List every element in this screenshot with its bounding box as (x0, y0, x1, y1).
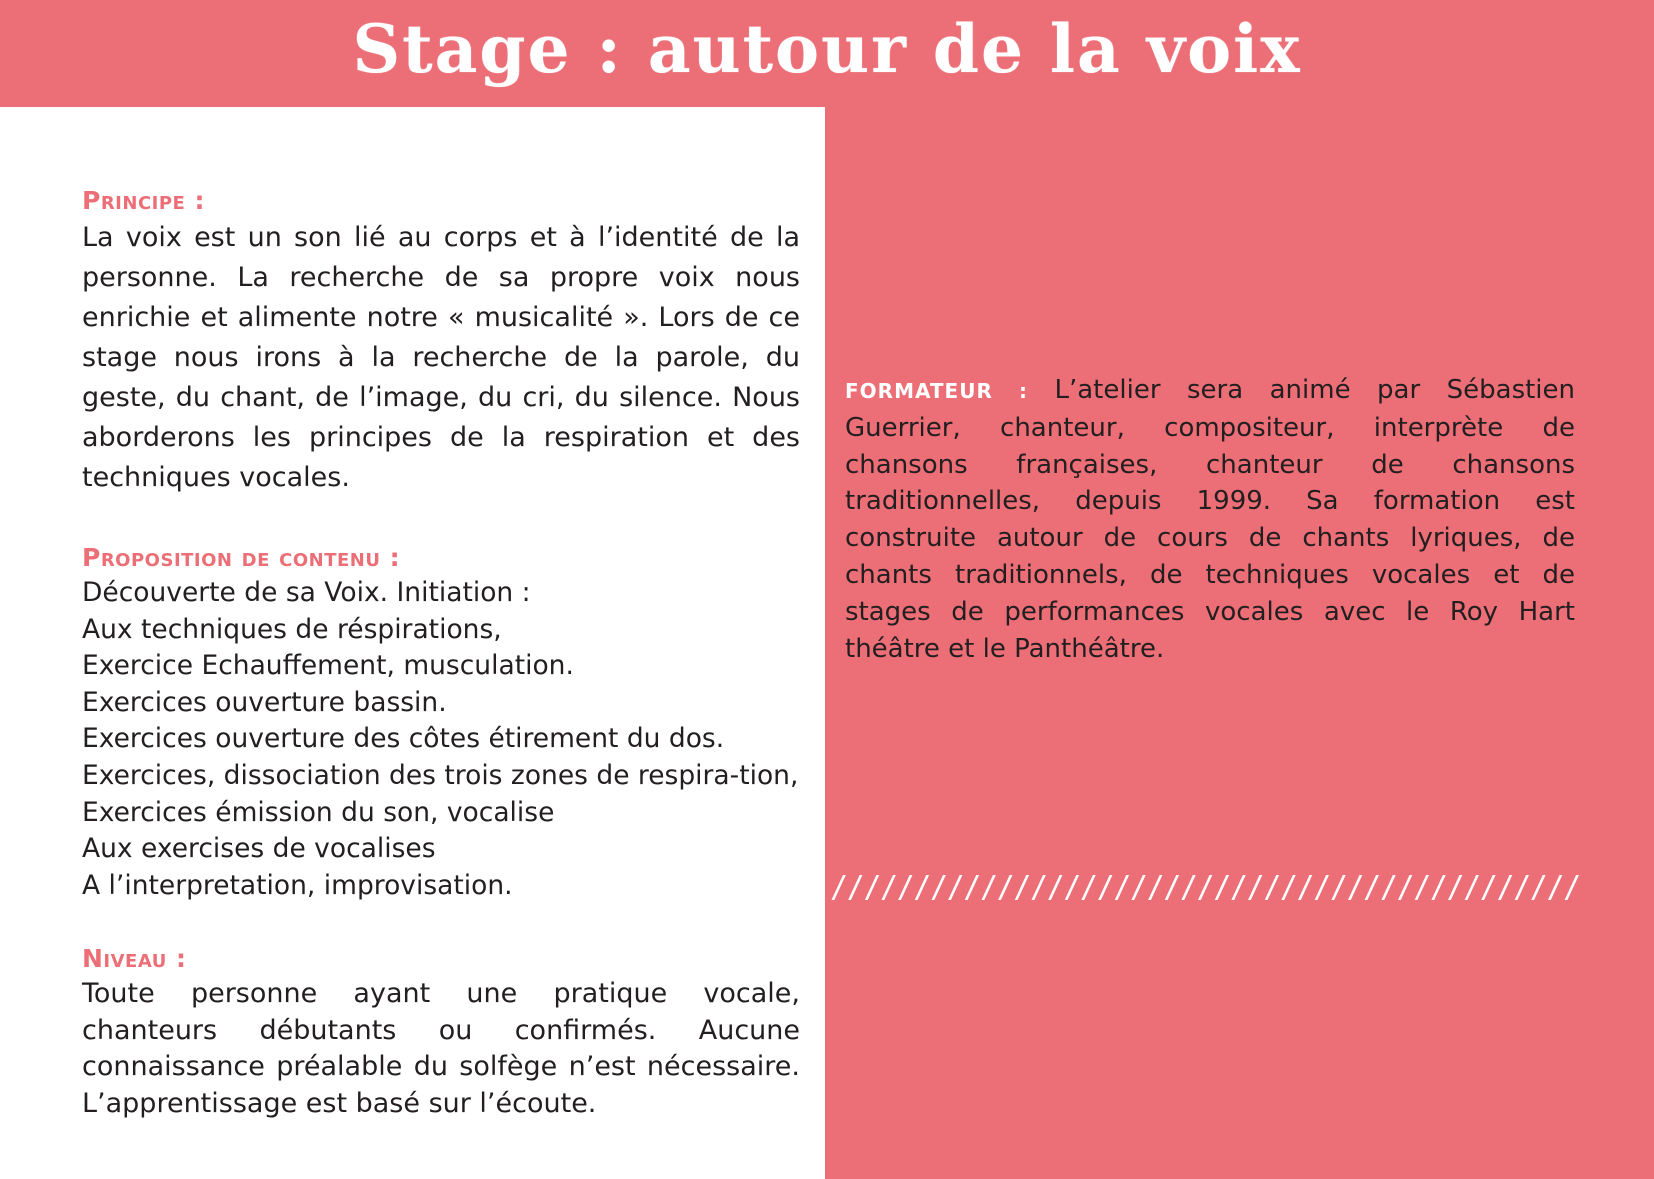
left-column (82, 184, 800, 1122)
formateur-text: L’atelier sera animé par Sébastien Guerrier, chanteur, compositeur, interprète de chansons françaises, chanteur de chansons traditionnelles, depuis 1999. Sa formation est construite autour de cours de chants lyriques, de chants traditionnels, de techniques vocales et de stages de performances vocales avec le Roy Hart théâtre et le Panthéâtre. (845, 375, 1576, 664)
list-item: Exercice Echauffement, musculation. (82, 650, 574, 682)
list-item: Découverte de sa Voix. Initiation : (82, 577, 531, 608)
list-item: Exercices, dissociation des trois zones de respira-tion, (82, 759, 799, 791)
list-item: A l’interpretation, improvisation. (82, 869, 513, 901)
proposition-list (82, 575, 800, 904)
section-principe (82, 184, 800, 498)
principe-heading: Principe : (82, 186, 206, 215)
list-item: Exercices ouverture bassin. (82, 686, 447, 718)
niveau-heading: Niveau : (82, 944, 187, 974)
formateur-label: FORMATEUR : (845, 379, 1029, 403)
principe-text: La voix est un son lié au corps et à l’identité de la personne. La recherche de sa propre voix nous enrichie et alimente notre « musicalité ». Lors de ce stage nous irons à la recherche de la parole, du geste, du chant, de l’image, du cri, du silence. Nous aborderons les principes de la respiration et des techniques vocales. (82, 222, 800, 493)
slash-divider: ///////////////////////////////////////////// (830, 870, 1580, 905)
list-item: Aux exercises de vocalises (82, 833, 436, 865)
niveau-text: Toute personne ayant une pratique vocale, chanteurs débutants ou confirmés. Aucune connaissance préalable du solfège n’est nécessaire. L’apprentissage est basé sur l’écoute. (82, 978, 800, 1119)
page-title: Stage : autour de la voix (352, 10, 1302, 88)
list-item: Aux techniques de réspirations, (82, 613, 502, 645)
section-niveau (82, 942, 800, 1122)
formateur-block (845, 372, 1575, 667)
list-item: Exercices ouverture des côtes étirement du dos. (82, 723, 725, 755)
section-proposition (82, 541, 800, 904)
list-item: Exercices émission du son, vocalise (82, 796, 555, 828)
proposition-heading: Proposition de contenu : (82, 543, 401, 572)
